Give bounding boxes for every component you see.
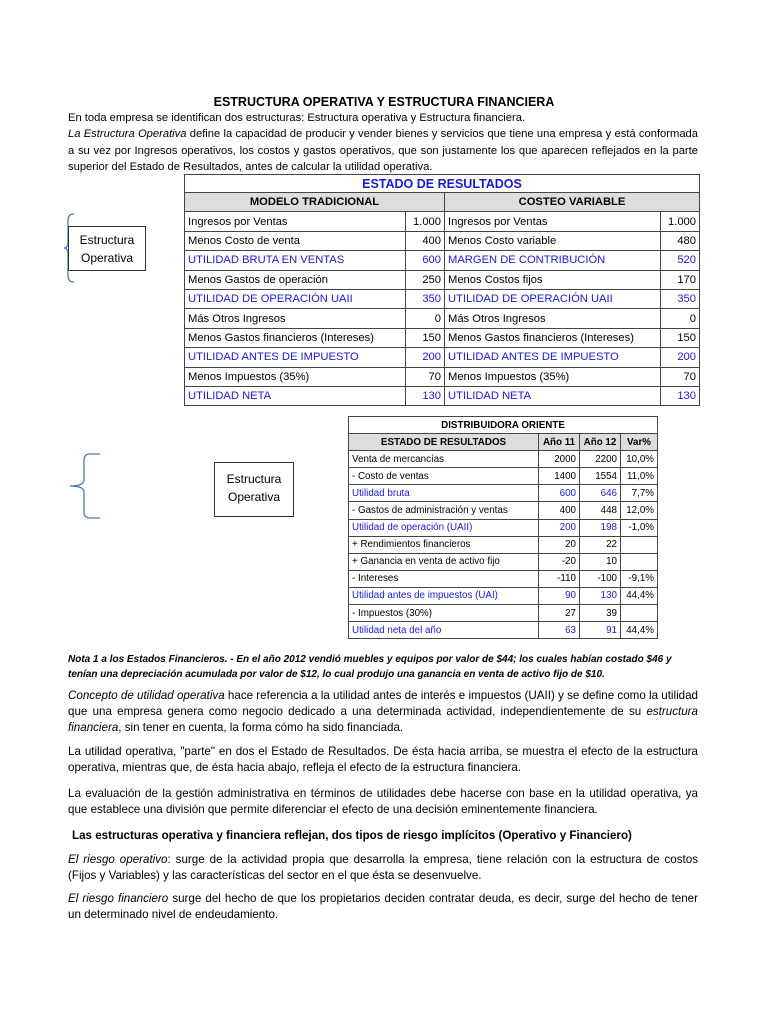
row-label-right: UTILIDAD NETA (445, 386, 661, 405)
dist-value-y2: -100 (580, 570, 621, 587)
dist-concept: + Ganancia en venta de activo fijo (349, 553, 539, 570)
col-header-tradicional: MODELO TRADICIONAL (185, 193, 445, 212)
row-value-right: 520 (661, 251, 700, 270)
dist-header-concept: ESTADO DE RESULTADOS (349, 434, 539, 451)
table-row (185, 289, 700, 308)
table-row (185, 386, 700, 405)
dist-value-y2: 91 (580, 622, 621, 639)
dist-var: 12,0% (621, 502, 658, 519)
dist-value-y1: -20 (539, 553, 580, 570)
row-label-left: Más Otros Ingresos (185, 309, 406, 328)
evaluacion-paragraph: La evaluación de la gestión administrativa en términos de utilidades debe hacerse con base en la utilidad operativa, ya que establece una división que permite diferenciar el efecto de una decisión eminentemente financiera. (68, 787, 698, 816)
dist-value-y2: 22 (580, 536, 621, 553)
estado-resultados-table (184, 192, 700, 406)
row-label-left: UTILIDAD DE OPERACIÓN UAII (185, 289, 406, 308)
dist-value-y1: 2000 (539, 451, 580, 468)
dist-concept: Venta de mercancías (349, 451, 539, 468)
row-label-left: Menos Gastos de operación (185, 270, 406, 289)
table-row (349, 553, 658, 570)
dist-concept: Utilidad neta del año (349, 622, 539, 639)
estado-title: ESTADO DE RESULTADOS (184, 174, 700, 192)
side-label-operativa: Estructura Operativa (68, 226, 146, 271)
row-value-right: 0 (661, 309, 700, 328)
dist-value-y2: 646 (580, 485, 621, 502)
dist-value-y2: 448 (580, 502, 621, 519)
row-label-right: MARGEN DE CONTRIBUCIÓN (445, 251, 661, 270)
table-row (349, 605, 658, 622)
dist-value-y1: 90 (539, 587, 580, 604)
table-row (185, 367, 700, 386)
intro-paragraph (68, 126, 698, 176)
row-value-left: 150 (406, 328, 445, 347)
dist-var (621, 605, 658, 622)
row-value-right: 350 (661, 289, 700, 308)
row-value-right: 70 (661, 367, 700, 386)
table-row (185, 251, 700, 270)
table-row (349, 502, 658, 519)
row-label-left: UTILIDAD ANTES DE IMPUESTO (185, 348, 406, 367)
row-label-left: Ingresos por Ventas (185, 212, 406, 231)
dist-header-y2: Año 12 (580, 434, 621, 451)
table-row (349, 468, 658, 485)
dist-concept: - Gastos de administración y ventas (349, 502, 539, 519)
table-row (349, 622, 658, 639)
table-row (349, 451, 658, 468)
table-row (185, 328, 700, 347)
concepto-paragraph (68, 688, 698, 736)
row-label-left: Menos Costo de venta (185, 231, 406, 250)
row-label-right: Más Otros Ingresos (445, 309, 661, 328)
row-label-right: Menos Costo variable (445, 231, 661, 250)
row-value-left: 600 (406, 251, 445, 270)
dist-value-y1: 600 (539, 485, 580, 502)
row-value-left: 400 (406, 231, 445, 250)
row-value-left: 350 (406, 289, 445, 308)
dist-value-y1: 1400 (539, 468, 580, 485)
dist-var: -9,1% (621, 570, 658, 587)
dist-concept: Utilidad antes de impuestos (UAI) (349, 587, 539, 604)
table-row (185, 348, 700, 367)
table-row (185, 270, 700, 289)
side-label-operativa-2: Estructura Operativa (214, 462, 294, 517)
concepto-text-1: hace referencia a la utilidad antes de interés e impuestos (UAII) y se define como la utilidad que una empresa genera como negocio dedicado a una determinada actividad, independientemente de su (68, 689, 699, 718)
dist-value-y1: -110 (539, 570, 580, 587)
table-row (185, 231, 700, 250)
concepto-text-2: , sin tener en cuenta, la forma cómo ha sido financiada. (118, 721, 404, 734)
page-title: ESTRUCTURA OPERATIVA Y ESTRUCTURA FINANCIERA (213, 95, 555, 109)
table-row (349, 519, 658, 536)
riesgo-financiero-text: surge del hecho de que los propietarios deciden contratar deuda, es decir, surge del hecho de tener un determinado nivel de endeudamiento. (68, 892, 698, 921)
row-value-right: 170 (661, 270, 700, 289)
row-label-right: UTILIDAD ANTES DE IMPUESTO (445, 348, 661, 367)
dist-var: 44,4% (621, 587, 658, 604)
table-row (349, 536, 658, 553)
row-value-left: 1.000 (406, 212, 445, 231)
row-label-right: Ingresos por Ventas (445, 212, 661, 231)
dist-value-y2: 10 (580, 553, 621, 570)
riesgo-operativo-paragraph (68, 852, 698, 884)
dist-value-y2: 39 (580, 605, 621, 622)
row-label-right: Menos Impuestos (35%) (445, 367, 661, 386)
row-value-right: 200 (661, 348, 700, 367)
row-label-left: Menos Gastos financieros (Intereses) (185, 328, 406, 347)
row-value-left: 70 (406, 367, 445, 386)
riesgo-operativo-lead: El riesgo operativo (68, 853, 168, 866)
intro-lead: La Estructura Operativa (68, 128, 187, 140)
dist-value-y2: 1554 (580, 468, 621, 485)
dist-value-y1: 27 (539, 605, 580, 622)
dist-var: 11,0% (621, 468, 658, 485)
dist-value-y1: 63 (539, 622, 580, 639)
dist-concept: Utilidad bruta (349, 485, 539, 502)
dist-var (621, 536, 658, 553)
brace-icon (66, 452, 102, 520)
riesgo-operativo-text: : surge de la actividad propia que desarrolla la empresa, tiene relación con la estructura de costos (Fijos y Variables) y las características del sector en el que ésta se desenvuelve. (68, 853, 698, 882)
row-value-left: 250 (406, 270, 445, 289)
intro-line: En toda empresa se identifican dos estructuras: Estructura operativa y Estructura financiera. (68, 112, 526, 124)
dist-concept: - Impuestos (30%) (349, 605, 539, 622)
col-header-costeo: COSTEO VARIABLE (445, 193, 700, 212)
dist-header-y1: Año 11 (539, 434, 580, 451)
dist-var: 44,4% (621, 622, 658, 639)
dist-var: 7,7% (621, 485, 658, 502)
table-row (349, 570, 658, 587)
row-value-right: 480 (661, 231, 700, 250)
dist-value-y2: 198 (580, 519, 621, 536)
row-label-left: Menos Impuestos (35%) (185, 367, 406, 386)
row-value-right: 130 (661, 386, 700, 405)
row-value-left: 130 (406, 386, 445, 405)
parte-paragraph: La utilidad operativa, "parte" en dos el Estado de Resultados. De ésta hacia arriba, se muestra el efecto de la estructura operativa, mientras que, de ésta hacia abajo, refleja el efecto de la estructura financiera. (68, 745, 698, 774)
dist-concept: - Intereses (349, 570, 539, 587)
distribuidora-table (348, 416, 658, 639)
dist-value-y1: 20 (539, 536, 580, 553)
dist-var: -1,0% (621, 519, 658, 536)
dist-value-y1: 200 (539, 519, 580, 536)
riesgo-financiero-paragraph (68, 891, 698, 923)
table-row (349, 485, 658, 502)
dist-var: 10,0% (621, 451, 658, 468)
row-label-right: Menos Costos fijos (445, 270, 661, 289)
row-label-right: UTILIDAD DE OPERACIÓN UAII (445, 289, 661, 308)
row-value-right: 1.000 (661, 212, 700, 231)
table-row (185, 309, 700, 328)
dist-value-y1: 400 (539, 502, 580, 519)
row-label-left: UTILIDAD NETA (185, 386, 406, 405)
dist-value-y2: 2200 (580, 451, 621, 468)
table-row (349, 587, 658, 604)
dist-concept: + Rendimientos financieros (349, 536, 539, 553)
nota-estados-financieros: Nota 1 a los Estados Financieros. - En el año 2012 vendió muebles y equipos por valor de $44; los cuales habían costado $46 y tenían una depreciación acumulada por valor de $12, lo cual produjo una ganancia en venta de activo fijo de $10. (68, 654, 672, 680)
concepto-em: estructura financiera (68, 705, 698, 734)
dist-concept: Utilidad de operación (UAII) (349, 519, 539, 536)
row-value-left: 0 (406, 309, 445, 328)
dist-var (621, 553, 658, 570)
table-row (185, 212, 700, 231)
row-label-right: Menos Gastos financieros (Intereses) (445, 328, 661, 347)
dist-title: DISTRIBUIDORA ORIENTE (349, 417, 658, 434)
row-value-right: 150 (661, 328, 700, 347)
intro-rest: define la capacidad de producir y vender bienes y servicios que tiene una empresa y está conformada a su vez por Ingresos operativos, los costos y gastos operativos, que son justamente los que aparecen reflejados en la parte superior del Estado de Resultados, antes de calcular la utilidad operativa. (68, 128, 698, 173)
row-value-left: 200 (406, 348, 445, 367)
riesgo-financiero-lead: El riesgo financiero (68, 892, 169, 905)
dist-value-y2: 130 (580, 587, 621, 604)
row-label-left: UTILIDAD BRUTA EN VENTAS (185, 251, 406, 270)
riesgo-heading: Las estructuras operativa y financiera reflejan, dos tipos de riesgo implícitos (Operativo y Financiero) (72, 829, 632, 842)
dist-header-var: Var% (621, 434, 658, 451)
concepto-lead: Concepto de utilidad operativa (68, 689, 225, 702)
dist-concept: - Costo de ventas (349, 468, 539, 485)
